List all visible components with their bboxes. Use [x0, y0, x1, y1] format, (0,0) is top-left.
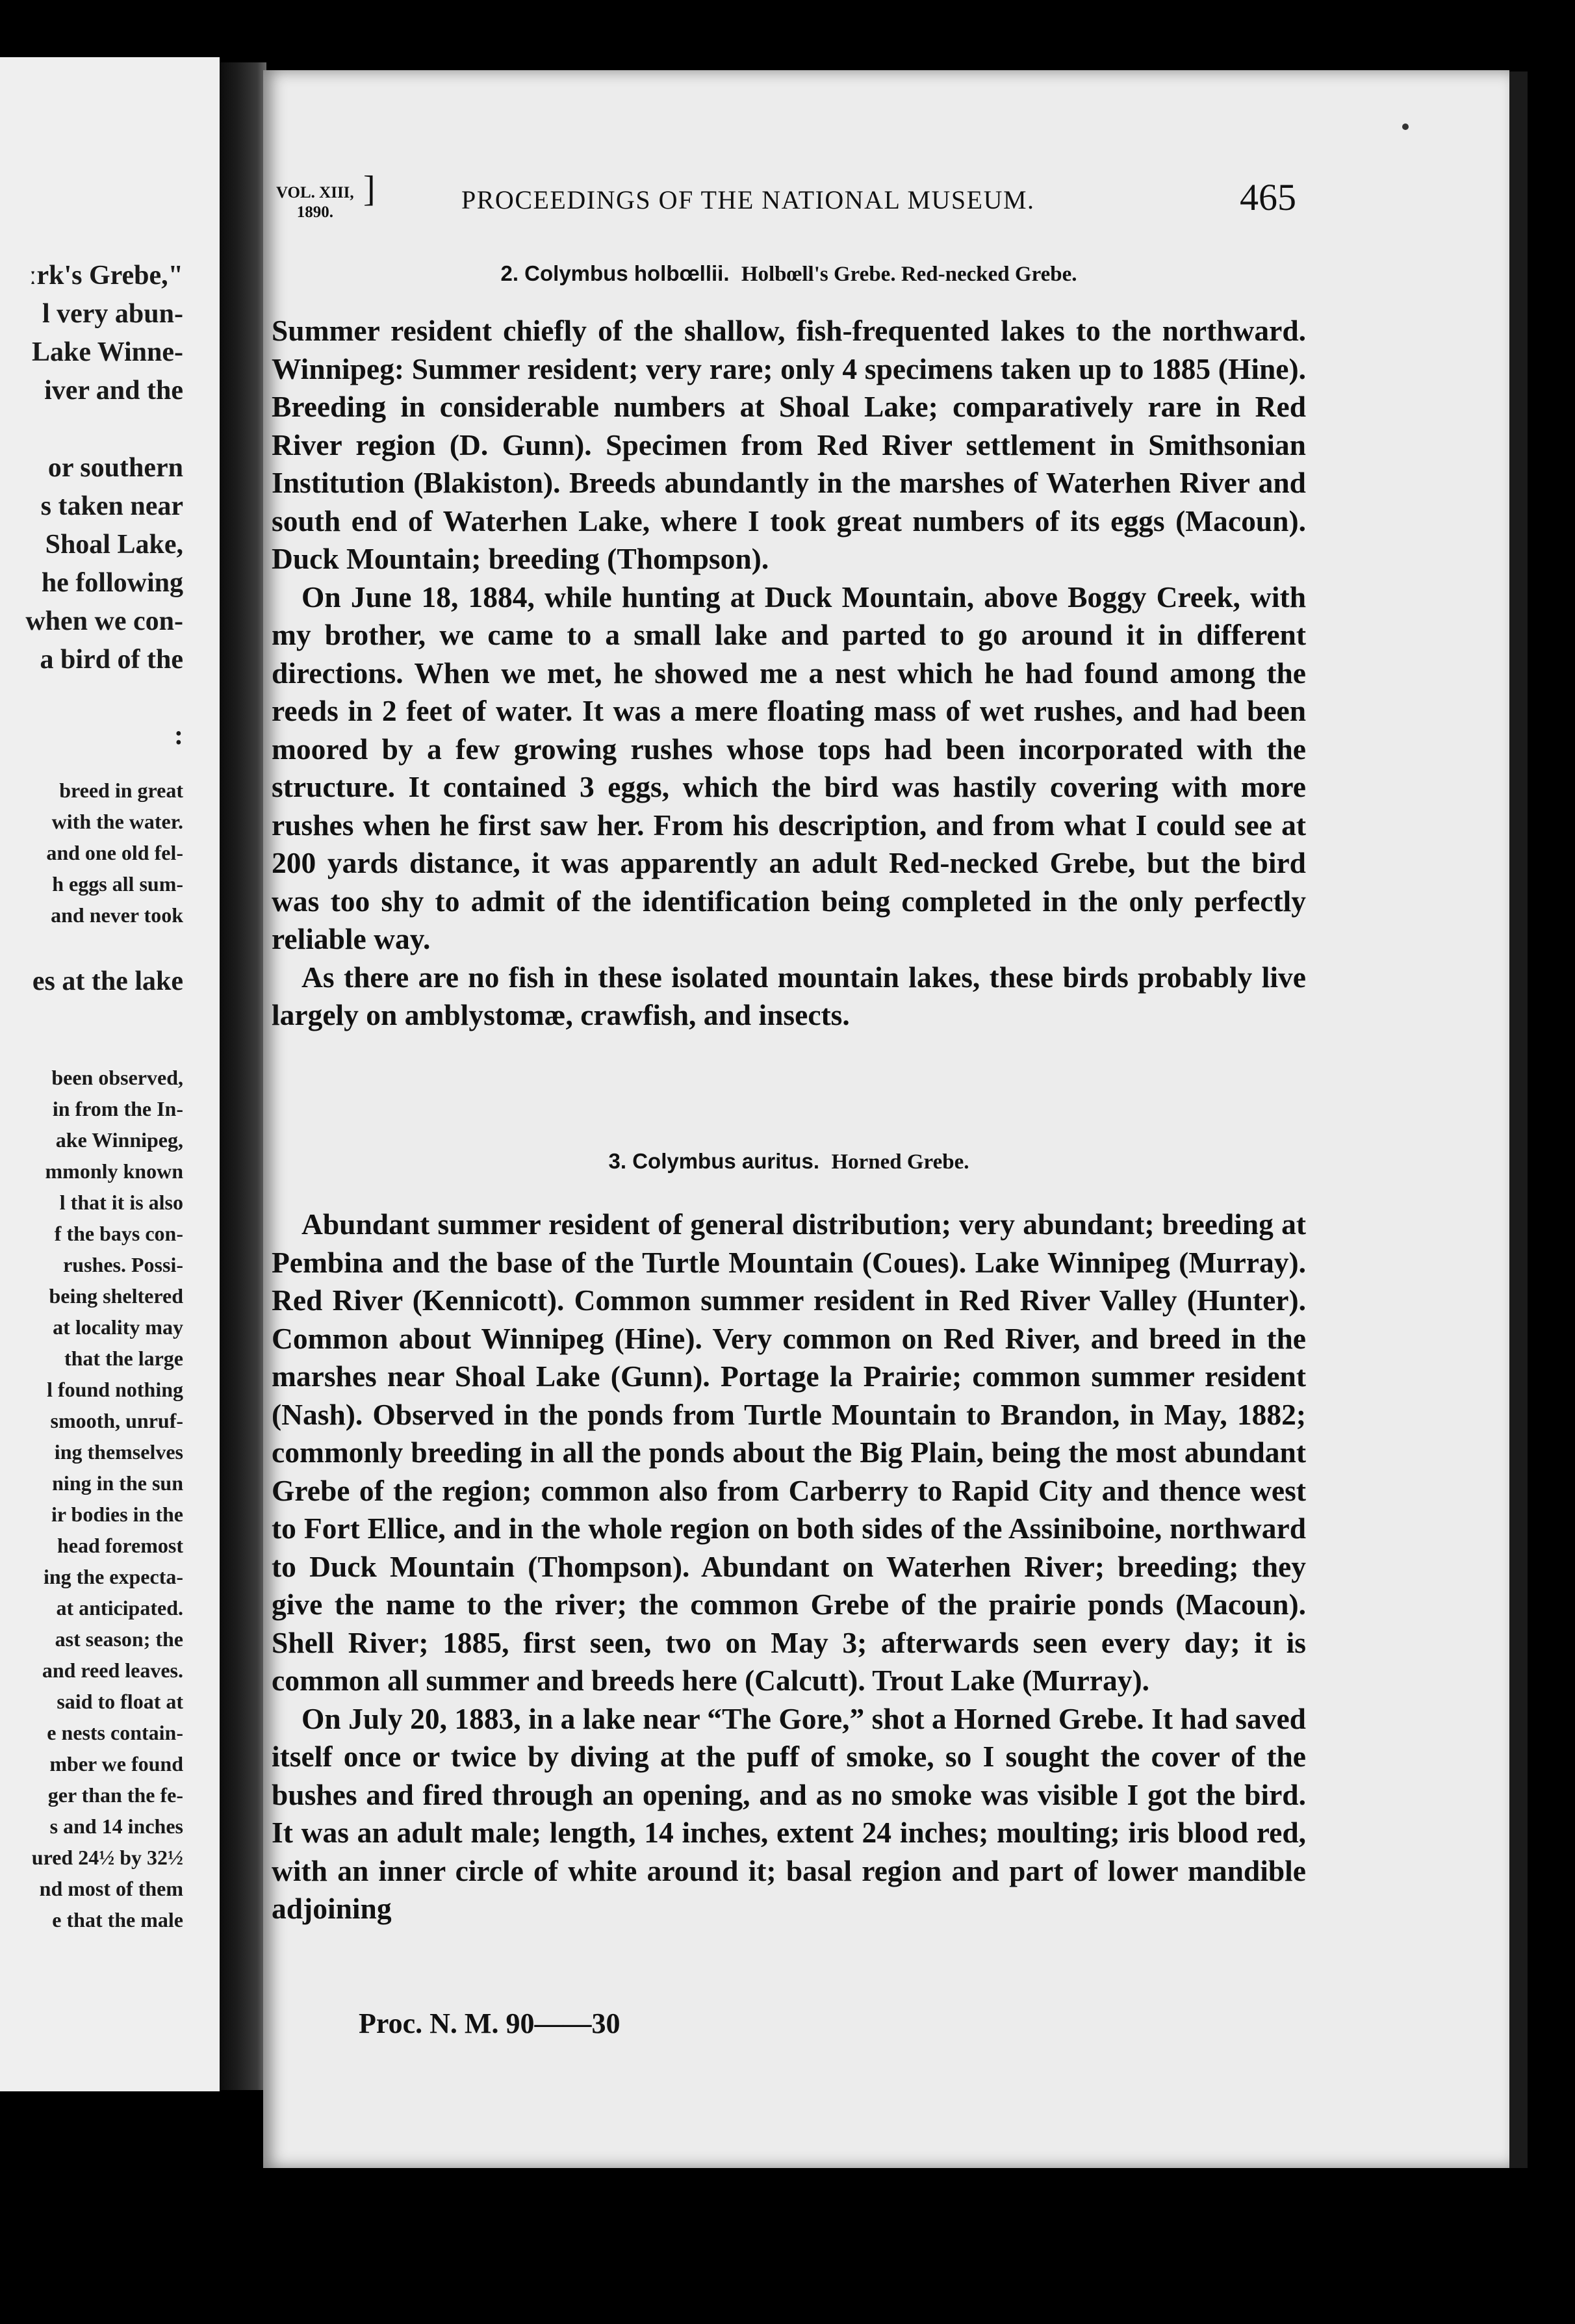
- paragraph: As there are no fish in these isolated mountain lakes, these birds probably live largely on amblystomæ, crawfish, and insects.: [272, 960, 1306, 1031]
- paragraph: Abundant summer resident of general distribution; very abundant; breeding at Pembina and the base of the Turtle Mountain (Coues). Lake Winnipeg (Murray). Red River (Kennicott). Common summer resident in Red River Valley (Hunter). Common about Winnipeg (Hine). Very common on Red River, and breed in the marshes near Shoal Lake (Gunn). Portage la Prairie; common summer resident (Nash). Observed in the ponds from Turtle Mountain to Brandon, in May, 1882; commonly breeding in all the ponds about the Big Plain, being the most abundant Grebe of the region; common also from Carberry to Rapid City and thence west to Fort Ellice, and in the whole region on both sides of the Assiniboine, northward to Duck Mountain (Thompson). Abundant on Waterhen River; breeding; they give the name to the river; the common Grebe of the prairie ponds (Macoun). Shell River; 1885, first seen, two on May 3; afterwards seen every day; it is common all summer and breeds here (Calcutt). Trout Lake (Murray).: [272, 1207, 1306, 1697]
- left-page-line: f the bays con-: [54, 1222, 183, 1245]
- section-heading: [272, 1149, 1306, 1174]
- left-page-line: that the large: [64, 1347, 183, 1370]
- left-facing-page: [0, 57, 220, 2091]
- left-page-line: iver and the: [44, 376, 183, 406]
- left-page-line: in from the In-: [52, 1097, 183, 1120]
- left-page-line: nd most of them: [39, 1877, 183, 1900]
- left-page-line: breed in great: [59, 779, 183, 802]
- left-page-line: s taken near: [40, 491, 183, 521]
- paragraph: On June 18, 1884, while hunting at Duck Mountain, above Boggy Creek, with my brother, we came to a small lake and parted to go around it in different directions. When we met, he showed me a nest which he had found among the reeds in 2 feet of water. It was a mere floating mass of wet rushes, and had been moored by a few growing rushes whose tops had been incorporated with the structure. It contained 3 eggs, which the bird was hastily covering with more rushes when he first saw her. From his description, and from what I could see at 200 yards distance, it was apparently an adult Red-necked Grebe, but the bird was too shy to admit of the identification being completed in the only perfectly reliable way.: [272, 580, 1306, 955]
- left-page-line: ing themselves: [54, 1440, 183, 1464]
- left-page-line: or southern: [47, 453, 183, 483]
- left-page-line: Shoal Lake,: [45, 530, 183, 560]
- left-page-line: been observed,: [51, 1066, 183, 1089]
- left-page-line: rushes. Possi-: [63, 1253, 183, 1276]
- left-page-line: ːrk's Grebe,": [29, 261, 183, 290]
- common-names: Holbœll's Grebe. Red-necked Grebe.: [741, 263, 1077, 286]
- left-page-line: and reed leaves.: [42, 1659, 183, 1682]
- book-spine-shadow: [220, 62, 266, 2090]
- section-body: [272, 1206, 1306, 1928]
- left-page-line: smooth, unruf-: [50, 1409, 183, 1432]
- volume-year: 1890.: [296, 203, 333, 221]
- ink-speck: [1402, 123, 1409, 130]
- left-page-line: and never took: [51, 903, 183, 927]
- section-number: 3.: [608, 1149, 627, 1173]
- left-page-line: and one old fel-: [46, 841, 183, 864]
- left-page-line: ured 24½ by 32½: [31, 1846, 183, 1869]
- running-title: PROCEEDINGS OF THE NATIONAL MUSEUM.: [461, 185, 1035, 214]
- left-page-line: h eggs all sum-: [52, 872, 183, 896]
- left-page-line: es at the lake: [32, 966, 183, 996]
- volume-label: [276, 169, 376, 222]
- left-page-line: he following: [41, 568, 183, 598]
- section-body: [272, 312, 1306, 1035]
- section-number: 2.: [500, 261, 519, 285]
- left-page-line: when we con-: [25, 606, 183, 636]
- left-page-line: ing the expecta-: [43, 1565, 183, 1588]
- common-names: Horned Grebe.: [831, 1150, 969, 1174]
- species-name: Colymbus auritus.: [632, 1149, 820, 1173]
- species-name: Colymbus holbœllii.: [524, 261, 730, 285]
- section-heading: [272, 261, 1306, 287]
- left-page-line: e that the male: [52, 1908, 183, 1931]
- page-edge: [1509, 71, 1528, 2168]
- left-page-line: said to float at: [57, 1690, 183, 1713]
- left-page-line: :: [174, 721, 183, 751]
- left-page-line: mmonly known: [45, 1159, 183, 1183]
- bracket-glyph: ]: [363, 169, 376, 209]
- left-page-line: a bird of the: [40, 645, 183, 675]
- left-page-line: at locality may: [53, 1315, 183, 1339]
- left-page-line: l that it is also: [59, 1191, 183, 1214]
- left-page-line: ir bodies in the: [51, 1503, 183, 1526]
- paragraph: On July 20, 1883, in a lake near “The Gore,” shot a Horned Grebe. It had saved itself once or twice by diving at the puff of smoke, so I sought the cover of the bushes and fired through an opening, and as no smoke was visible I got the bird. It was an adult male; length, 14 inches, extent 24 inches; moulting; iris blood red, with an inner circle of white around it; basal region and part of lower mandible adjoining: [272, 1701, 1306, 1925]
- left-page-line: being sheltered: [49, 1284, 183, 1308]
- left-page-line: ake Winnipeg,: [55, 1128, 183, 1152]
- left-page-line: s and 14 inches: [49, 1814, 183, 1838]
- left-page-line: head foremost: [57, 1534, 183, 1557]
- left-page-line: mber we found: [49, 1752, 183, 1775]
- left-page-line: ast season; the: [55, 1627, 183, 1651]
- left-page-line: l very abun-: [42, 299, 183, 329]
- left-page-line: with the water.: [51, 810, 183, 833]
- volume-number: VOL. XIII,: [276, 184, 354, 201]
- left-page-line: at anticipated.: [56, 1596, 183, 1620]
- left-page-line: e nests contain-: [47, 1721, 183, 1744]
- page-number: 465: [1240, 176, 1296, 218]
- left-page-line: ning in the sun: [52, 1471, 183, 1495]
- left-page-line: ger than the fe-: [47, 1783, 183, 1807]
- left-page-line: Lake Winne-: [31, 337, 183, 367]
- left-page-line: l found nothing: [47, 1378, 183, 1401]
- signature-mark: Proc. N. M. 90——30: [359, 2008, 621, 2039]
- paragraph: Summer resident chiefly of the shallow, fish-frequented lakes to the northward. Winnipeg: Summer resident; very rare; only 4 specimens taken up to 1885 (Hine). Breeding in considerable numbers at Shoal Lake; comparatively rare in Red River region (D. Gunn). Specimen from Red River settlement in Smithsonian Institution (Blakiston). Breeds abundantly in the marshes of Waterhen River and south end of Waterhen Lake, where I took great numbers of its eggs (Macoun). Duck Mountain; breeding (Thompson).: [272, 314, 1306, 575]
